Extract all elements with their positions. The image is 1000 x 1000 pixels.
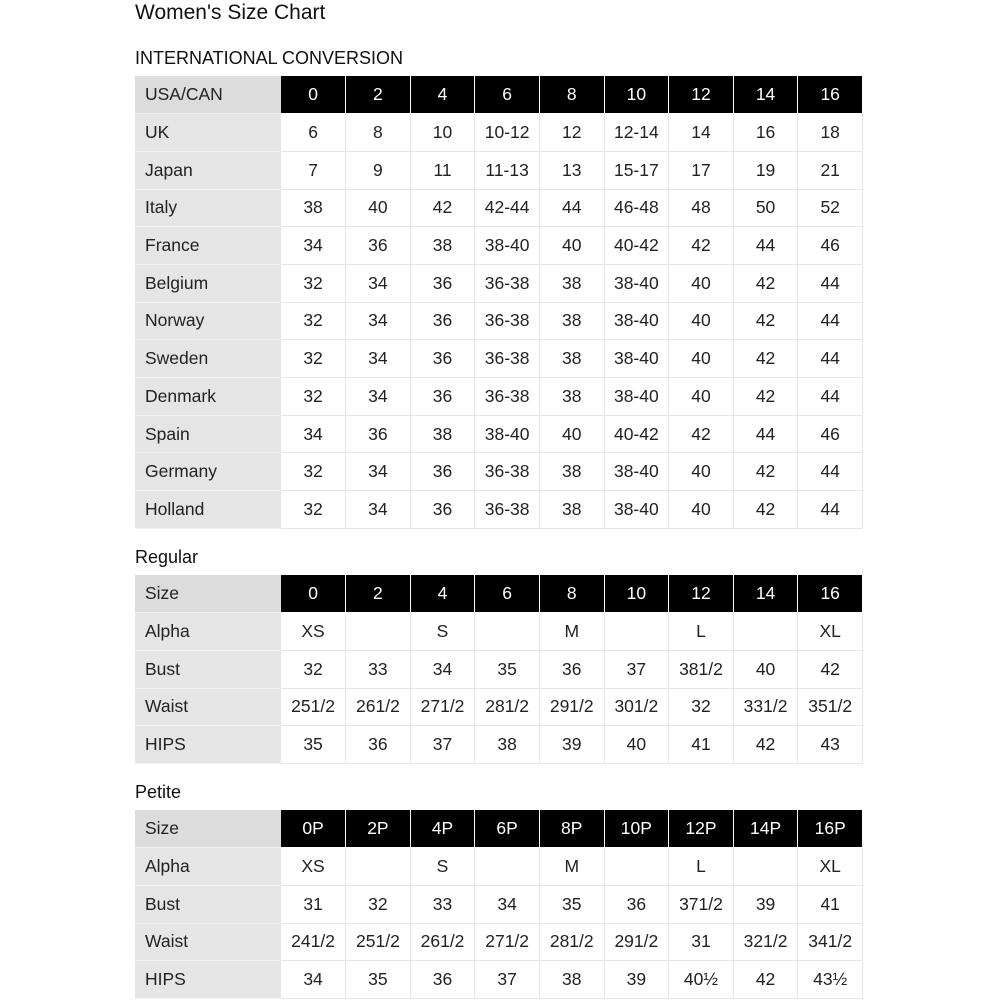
- table-cell: 38-40: [604, 340, 669, 378]
- table-cell: 241/2: [281, 923, 346, 961]
- table-cell: 42: [410, 189, 475, 227]
- row-label: HIPS: [135, 726, 281, 764]
- table-cell: 38: [281, 189, 346, 227]
- row-label: Holland: [135, 491, 281, 529]
- table-cell: L: [669, 848, 734, 886]
- header-cell: 0: [281, 76, 346, 114]
- row-label: Denmark: [135, 378, 281, 416]
- table-cell: 36: [410, 264, 475, 302]
- header-cell: 10: [604, 76, 669, 114]
- table-cell: 44: [798, 302, 863, 340]
- table-row: [135, 264, 863, 302]
- table-cell: XL: [798, 848, 863, 886]
- table-cell: 38: [539, 378, 604, 416]
- table-cell: 40: [669, 453, 734, 491]
- table-cell: 43: [798, 726, 863, 764]
- petite-size-table: [135, 810, 863, 999]
- table-cell: 38: [539, 340, 604, 378]
- row-label: HIPS: [135, 961, 281, 999]
- table-cell: 32: [281, 340, 346, 378]
- header-cell: 2: [346, 575, 411, 613]
- table-cell: 40: [669, 264, 734, 302]
- table-cell: 33: [410, 885, 475, 923]
- table-cell: 43½: [798, 961, 863, 999]
- header-cell: 0: [281, 575, 346, 613]
- table-cell: 44: [798, 378, 863, 416]
- header-cell: 0P: [281, 810, 346, 848]
- table-cell: 40: [669, 302, 734, 340]
- header-cell: 8: [539, 575, 604, 613]
- table-cell: 42: [733, 961, 798, 999]
- table-row: [135, 688, 863, 726]
- table-cell: 351/2: [798, 688, 863, 726]
- table-row: [135, 378, 863, 416]
- table-row: [135, 114, 863, 152]
- table-cell: 7: [281, 151, 346, 189]
- row-label: Sweden: [135, 340, 281, 378]
- table-cell: 38-40: [604, 378, 669, 416]
- table-cell: 36: [346, 227, 411, 265]
- table-cell: 40-42: [604, 415, 669, 453]
- table-cell: 38: [539, 453, 604, 491]
- table-cell: 42: [733, 340, 798, 378]
- table-cell: 44: [539, 189, 604, 227]
- table-cell: 40: [604, 726, 669, 764]
- table-cell: S: [410, 848, 475, 886]
- table-cell: 15-17: [604, 151, 669, 189]
- table-cell: [733, 613, 798, 651]
- table-row: [135, 151, 863, 189]
- header-cell: 16: [798, 76, 863, 114]
- table-cell: [475, 613, 540, 651]
- header-cell: 4: [410, 575, 475, 613]
- table-cell: 38: [475, 726, 540, 764]
- table-cell: 251/2: [281, 688, 346, 726]
- table-cell: 36-38: [475, 491, 540, 529]
- page-title: Women's Size Chart: [135, 1, 326, 24]
- table-cell: S: [410, 613, 475, 651]
- table-cell: 32: [281, 378, 346, 416]
- table-cell: 36-38: [475, 453, 540, 491]
- table-cell: 31: [669, 923, 734, 961]
- table-cell: 36: [410, 453, 475, 491]
- table-cell: 32: [281, 650, 346, 688]
- header-cell: 14P: [733, 810, 798, 848]
- table-cell: 281/2: [475, 688, 540, 726]
- table-cell: 10-12: [475, 114, 540, 152]
- table-cell: 36: [410, 340, 475, 378]
- table-cell: 35: [346, 961, 411, 999]
- table-cell: XL: [798, 613, 863, 651]
- table-row: [135, 726, 863, 764]
- table-cell: 38-40: [475, 227, 540, 265]
- table-cell: 42: [733, 726, 798, 764]
- table-cell: 42: [733, 491, 798, 529]
- table-cell: 39: [733, 885, 798, 923]
- row-label: France: [135, 227, 281, 265]
- table-cell: 42-44: [475, 189, 540, 227]
- table-cell: 39: [539, 726, 604, 764]
- table-cell: 35: [539, 885, 604, 923]
- table-cell: 11-13: [475, 151, 540, 189]
- row-label: Italy: [135, 189, 281, 227]
- table-cell: 9: [346, 151, 411, 189]
- table-cell: 50: [733, 189, 798, 227]
- table-cell: 341/2: [798, 923, 863, 961]
- table-cell: 42: [798, 650, 863, 688]
- header-cell: 8P: [539, 810, 604, 848]
- table-cell: 37: [604, 650, 669, 688]
- table-cell: 38-40: [604, 491, 669, 529]
- table-header-row: [135, 76, 863, 114]
- table-cell: 36: [410, 961, 475, 999]
- table-cell: 36-38: [475, 302, 540, 340]
- header-cell: 6: [475, 575, 540, 613]
- table-cell: 34: [346, 340, 411, 378]
- table-cell: 381/2: [669, 650, 734, 688]
- table-cell: 12-14: [604, 114, 669, 152]
- table-cell: 42: [733, 264, 798, 302]
- header-cell: 16: [798, 575, 863, 613]
- row-label: Norway: [135, 302, 281, 340]
- table-cell: 34: [346, 264, 411, 302]
- table-cell: 37: [475, 961, 540, 999]
- table-row: [135, 340, 863, 378]
- table-cell: [604, 613, 669, 651]
- table-cell: 36-38: [475, 340, 540, 378]
- table-cell: 10: [410, 114, 475, 152]
- table-cell: 39: [604, 961, 669, 999]
- table-cell: 38-40: [604, 453, 669, 491]
- table-cell: 331/2: [733, 688, 798, 726]
- table-cell: [346, 613, 411, 651]
- table-cell: 38-40: [604, 264, 669, 302]
- table-cell: 18: [798, 114, 863, 152]
- table-row: [135, 415, 863, 453]
- header-cell: 2: [346, 76, 411, 114]
- table-cell: 14: [669, 114, 734, 152]
- table-row: [135, 189, 863, 227]
- table-cell: 44: [798, 340, 863, 378]
- table-cell: 36: [604, 885, 669, 923]
- section-title-petite: Petite: [135, 782, 182, 802]
- table-cell: 281/2: [539, 923, 604, 961]
- table-cell: 271/2: [475, 923, 540, 961]
- table-cell: 6: [281, 114, 346, 152]
- row-label: Size: [135, 575, 281, 613]
- table-cell: 36: [539, 650, 604, 688]
- header-cell: 4P: [410, 810, 475, 848]
- table-cell: 271/2: [410, 688, 475, 726]
- table-cell: 42: [669, 227, 734, 265]
- table-row: [135, 453, 863, 491]
- table-cell: 40-42: [604, 227, 669, 265]
- header-cell: 16P: [798, 810, 863, 848]
- table-cell: 38: [539, 264, 604, 302]
- table-cell: 38: [410, 415, 475, 453]
- table-cell: 48: [669, 189, 734, 227]
- table-cell: 40: [669, 491, 734, 529]
- header-cell: 8: [539, 76, 604, 114]
- table-header-row: [135, 575, 863, 613]
- row-label: Germany: [135, 453, 281, 491]
- table-cell: 34: [346, 491, 411, 529]
- table-cell: 36: [410, 378, 475, 416]
- table-cell: 41: [798, 885, 863, 923]
- table-cell: 301/2: [604, 688, 669, 726]
- header-cell: 10: [604, 575, 669, 613]
- table-cell: 44: [798, 491, 863, 529]
- table-cell: 42: [733, 378, 798, 416]
- table-cell: 32: [281, 302, 346, 340]
- table-cell: 36-38: [475, 264, 540, 302]
- table-cell: 34: [346, 378, 411, 416]
- table-row: [135, 885, 863, 923]
- table-cell: 40½: [669, 961, 734, 999]
- table-cell: 52: [798, 189, 863, 227]
- table-cell: 21: [798, 151, 863, 189]
- table-cell: 36: [346, 415, 411, 453]
- row-label: Alpha: [135, 848, 281, 886]
- table-cell: 38: [539, 961, 604, 999]
- header-cell: 14: [733, 76, 798, 114]
- row-label: Japan: [135, 151, 281, 189]
- table-header-row: [135, 810, 863, 848]
- table-cell: 32: [669, 688, 734, 726]
- header-cell: 12: [669, 76, 734, 114]
- table-cell: XS: [281, 848, 346, 886]
- table-cell: 40: [669, 378, 734, 416]
- table-cell: M: [539, 613, 604, 651]
- table-cell: 38-40: [604, 302, 669, 340]
- section-title-regular: Regular: [135, 547, 199, 567]
- table-cell: 44: [798, 264, 863, 302]
- header-cell: 12: [669, 575, 734, 613]
- table-cell: 46-48: [604, 189, 669, 227]
- table-row: [135, 613, 863, 651]
- table-cell: 371/2: [669, 885, 734, 923]
- table-cell: 17: [669, 151, 734, 189]
- table-cell: 46: [798, 227, 863, 265]
- table-cell: 41: [669, 726, 734, 764]
- regular-size-table: [135, 575, 863, 764]
- table-cell: 44: [798, 453, 863, 491]
- table-cell: 251/2: [346, 923, 411, 961]
- table-cell: 38: [539, 491, 604, 529]
- table-cell: 40: [346, 189, 411, 227]
- table-cell: 36: [346, 726, 411, 764]
- table-row: [135, 491, 863, 529]
- table-cell: 40: [733, 650, 798, 688]
- row-label: Bust: [135, 650, 281, 688]
- table-cell: [475, 848, 540, 886]
- table-cell: 36-38: [475, 378, 540, 416]
- table-cell: 36: [410, 491, 475, 529]
- table-cell: 42: [733, 453, 798, 491]
- table-cell: 35: [475, 650, 540, 688]
- header-cell: 6P: [475, 810, 540, 848]
- row-label: Spain: [135, 415, 281, 453]
- table-cell: 32: [346, 885, 411, 923]
- table-cell: 261/2: [346, 688, 411, 726]
- table-cell: 36: [410, 302, 475, 340]
- table-row: [135, 848, 863, 886]
- table-cell: 34: [475, 885, 540, 923]
- row-label: Alpha: [135, 613, 281, 651]
- row-label: UK: [135, 114, 281, 152]
- table-cell: 11: [410, 151, 475, 189]
- table-cell: 31: [281, 885, 346, 923]
- table-row: [135, 650, 863, 688]
- table-cell: 35: [281, 726, 346, 764]
- table-cell: 38: [539, 302, 604, 340]
- table-cell: 13: [539, 151, 604, 189]
- header-cell: 12P: [669, 810, 734, 848]
- table-cell: 8: [346, 114, 411, 152]
- header-cell: 14: [733, 575, 798, 613]
- table-cell: 40: [539, 227, 604, 265]
- table-cell: 40: [669, 340, 734, 378]
- row-label: Waist: [135, 688, 281, 726]
- table-cell: XS: [281, 613, 346, 651]
- table-cell: 34: [346, 453, 411, 491]
- table-cell: 19: [733, 151, 798, 189]
- table-cell: 32: [281, 453, 346, 491]
- table-cell: [733, 848, 798, 886]
- international-conversion-table: [135, 76, 863, 529]
- table-row: [135, 923, 863, 961]
- table-cell: 42: [669, 415, 734, 453]
- table-row: [135, 961, 863, 999]
- table-cell: 40: [539, 415, 604, 453]
- row-label: Waist: [135, 923, 281, 961]
- table-cell: [346, 848, 411, 886]
- table-cell: 291/2: [604, 923, 669, 961]
- table-cell: 34: [281, 961, 346, 999]
- table-cell: 34: [346, 302, 411, 340]
- table-cell: 42: [733, 302, 798, 340]
- table-cell: 33: [346, 650, 411, 688]
- header-cell: 10P: [604, 810, 669, 848]
- table-cell: 261/2: [410, 923, 475, 961]
- table-cell: 44: [733, 227, 798, 265]
- table-row: [135, 302, 863, 340]
- row-label: Bust: [135, 885, 281, 923]
- table-cell: 38: [410, 227, 475, 265]
- table-cell: 38-40: [475, 415, 540, 453]
- table-cell: 34: [410, 650, 475, 688]
- header-cell: 6: [475, 76, 540, 114]
- header-cell: 4: [410, 76, 475, 114]
- table-cell: 44: [733, 415, 798, 453]
- table-cell: 34: [281, 415, 346, 453]
- table-cell: 12: [539, 114, 604, 152]
- row-label: Size: [135, 810, 281, 848]
- table-cell: 291/2: [539, 688, 604, 726]
- table-row: [135, 227, 863, 265]
- table-cell: 32: [281, 264, 346, 302]
- table-cell: M: [539, 848, 604, 886]
- section-title-international: INTERNATIONAL CONVERSION: [135, 48, 404, 68]
- row-label: USA/CAN: [135, 76, 281, 114]
- table-cell: 37: [410, 726, 475, 764]
- table-cell: L: [669, 613, 734, 651]
- table-cell: 16: [733, 114, 798, 152]
- row-label: Belgium: [135, 264, 281, 302]
- table-cell: 321/2: [733, 923, 798, 961]
- table-cell: 34: [281, 227, 346, 265]
- table-cell: 32: [281, 491, 346, 529]
- header-cell: 2P: [346, 810, 411, 848]
- table-cell: 46: [798, 415, 863, 453]
- table-cell: [604, 848, 669, 886]
